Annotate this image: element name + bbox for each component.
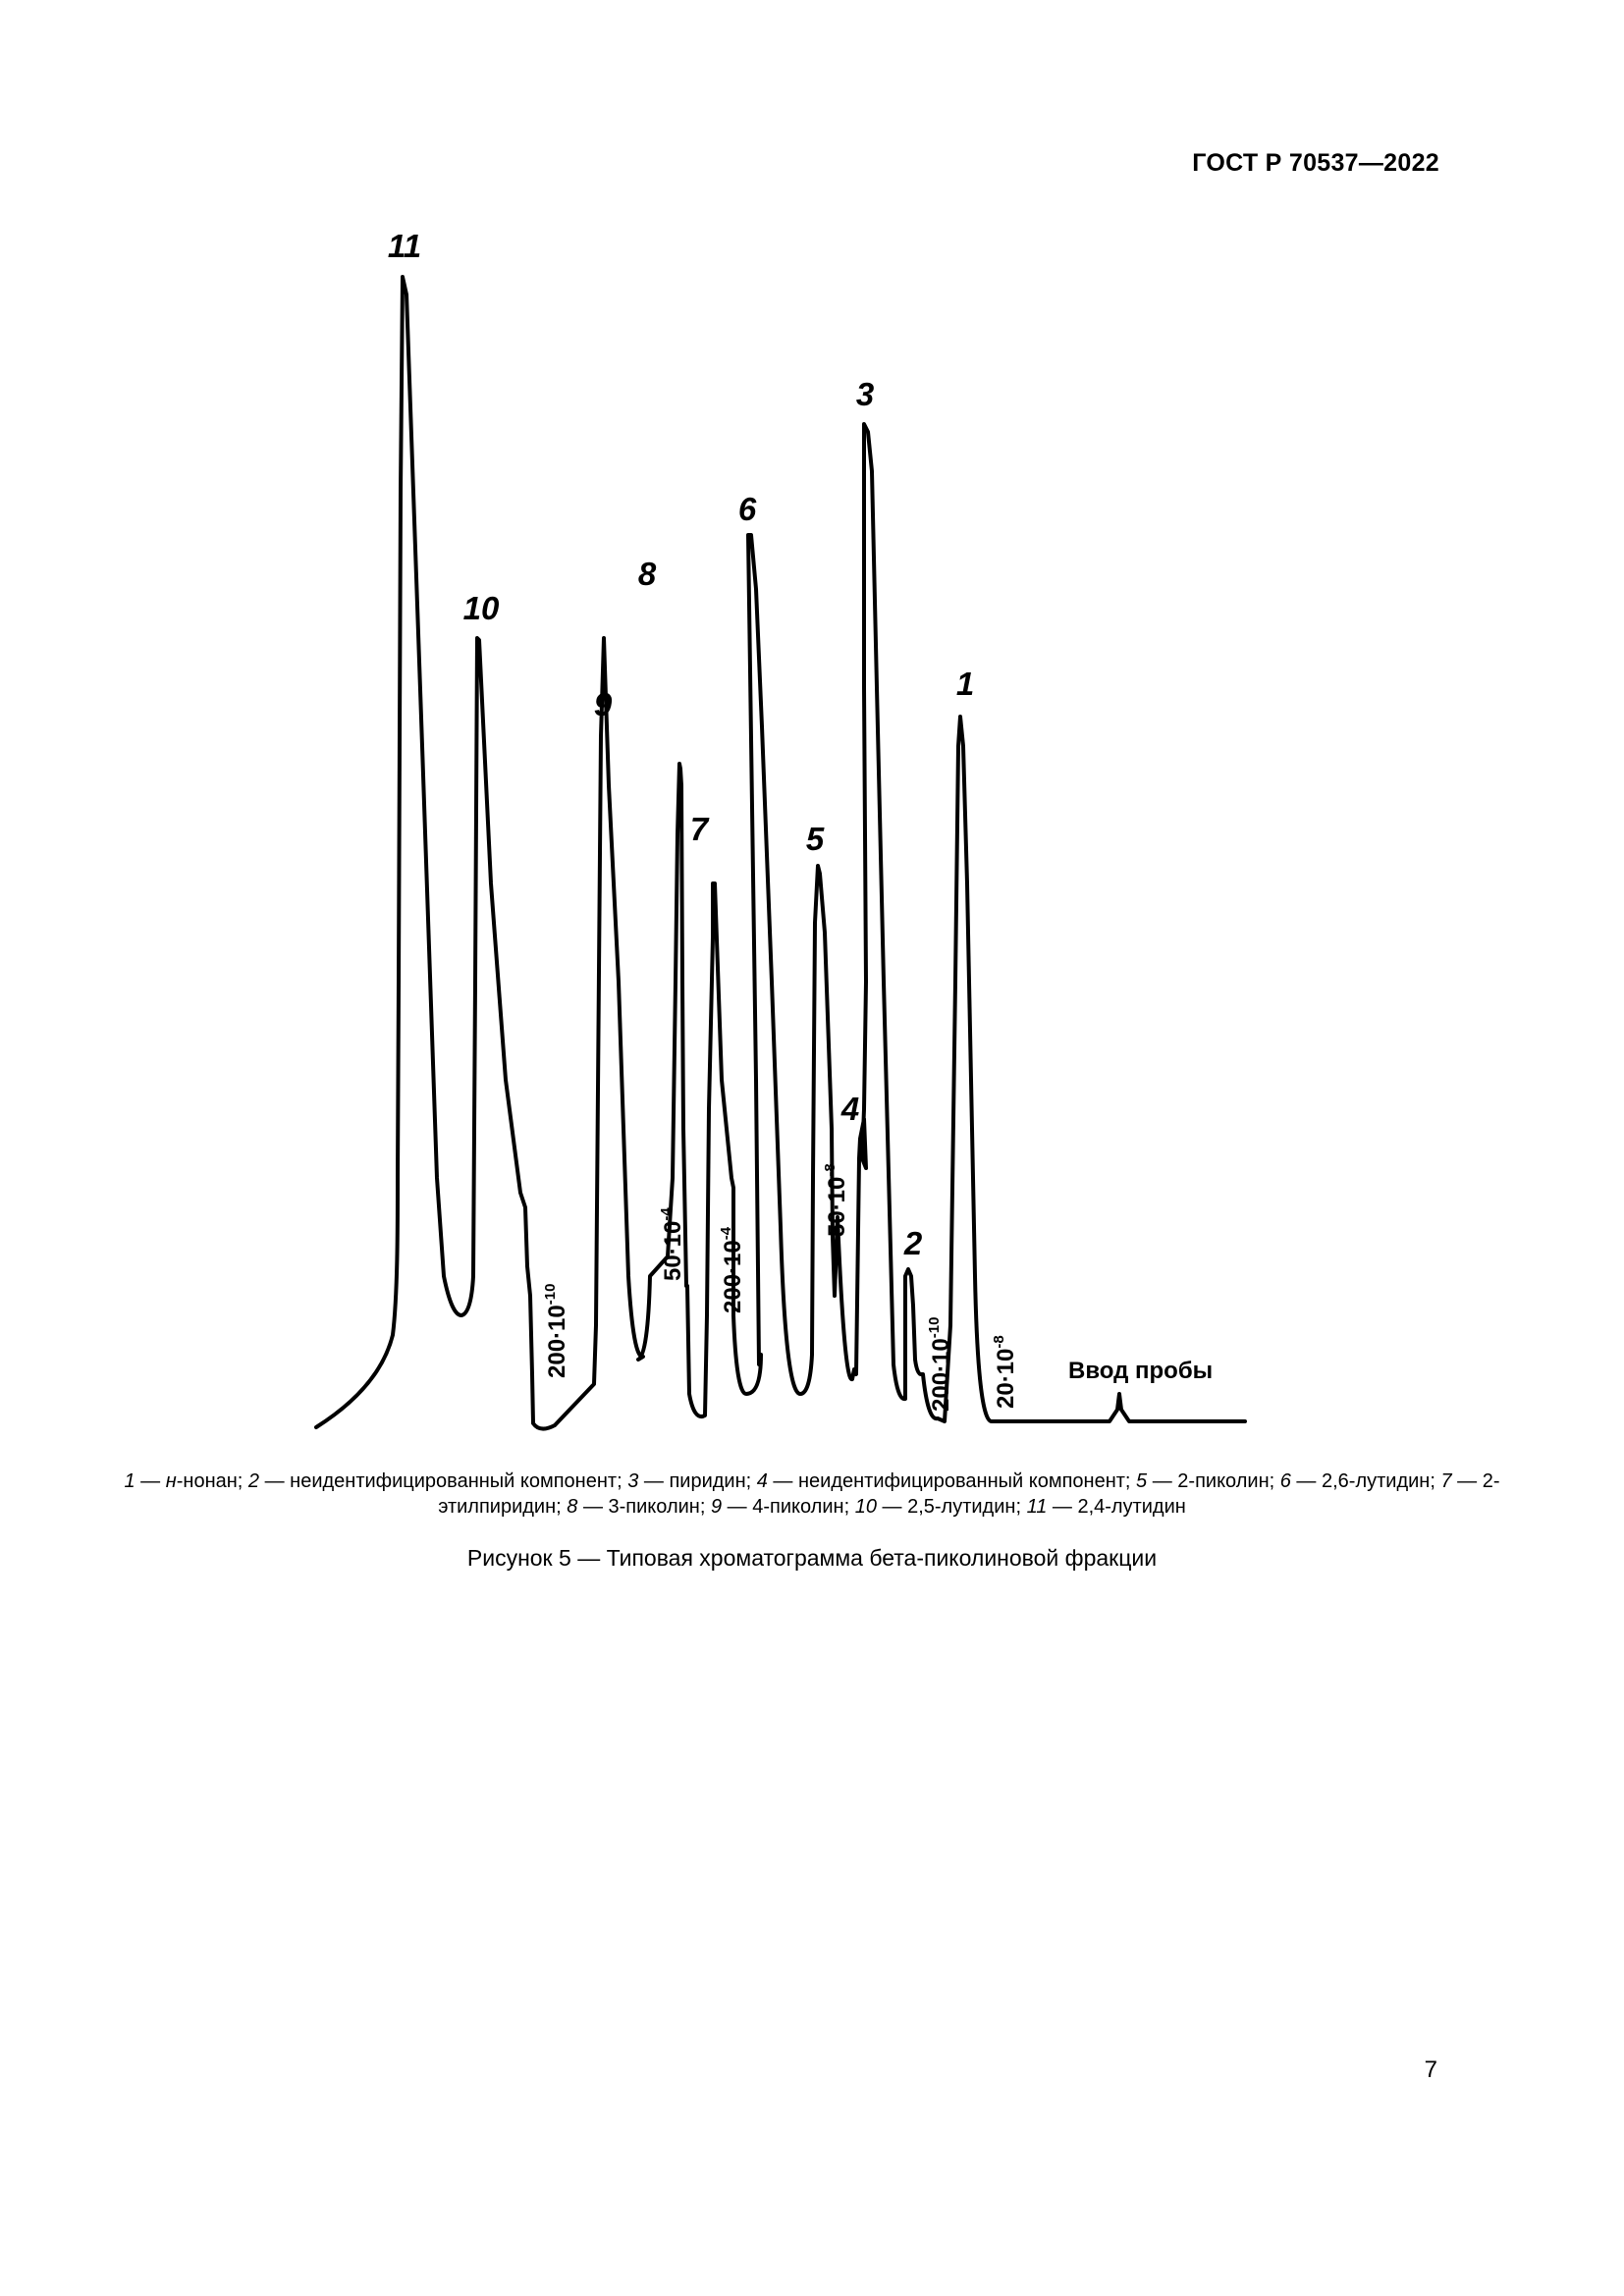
legend-item-name: 2,5-лутидин — [907, 1496, 1016, 1518]
peak-label-5: 5 — [805, 821, 825, 857]
legend-item-name: н-нонан — [165, 1470, 238, 1492]
legend-item-name: неидентифицированный компонент — [798, 1470, 1125, 1492]
legend-item-name: 2,6-лутидин — [1322, 1470, 1431, 1492]
legend-item-number: 9 — [710, 1496, 723, 1518]
peak-label-3: 3 — [855, 376, 875, 412]
legend-item-number: 10 — [854, 1496, 877, 1518]
legend-item-name: 2-пиколин — [1177, 1470, 1270, 1492]
attenuation-label: $20\cdot 10^{-8}$ — [991, 1335, 1019, 1409]
attenuation-label: $200\cdot 10^{-10}$ — [926, 1316, 954, 1412]
peak-label-8: 8 — [637, 556, 657, 592]
page-number: 7 — [1424, 2056, 1437, 2083]
legend-item-name: 4-пиколин — [752, 1496, 844, 1518]
legend-item-name: пиридин — [669, 1470, 746, 1492]
legend-item-number: 2 — [247, 1470, 260, 1492]
legend-item-name: 2,4-лутидин — [1077, 1496, 1186, 1518]
peak-label-6: 6 — [737, 491, 757, 527]
figure-caption: Рисунок 5 — Типовая хроматограмма бета-пиколиновой фракции — [466, 1545, 1158, 1571]
peak-label-11: 11 — [387, 228, 422, 264]
document-code-header: ГОСТ Р 70537—2022 — [1192, 149, 1439, 177]
peak-label-1: 1 — [955, 666, 975, 702]
legend-item-number: 1 — [124, 1470, 135, 1492]
attenuation-label: $200\cdot 10^{-4}$ — [718, 1226, 746, 1313]
legend-item-number: 5 — [1136, 1470, 1148, 1492]
chromatogram-trace — [316, 277, 1245, 1429]
attenuation-label: $50\cdot 10^{-4}$ — [658, 1207, 686, 1281]
legend-item-number: 8 — [567, 1496, 578, 1518]
legend-item-number: 7 — [1440, 1470, 1452, 1492]
legend-item-number: 4 — [756, 1470, 768, 1492]
legend-item-number: 3 — [627, 1470, 639, 1492]
legend-item-name: 2-этилпиридин — [438, 1470, 1500, 1518]
peak-label-9: 9 — [593, 686, 613, 722]
peak-label-2: 2 — [903, 1225, 923, 1261]
legend-item-name: неидентифицированный компонент — [290, 1470, 618, 1492]
attenuation-label: $50\cdot 10^{-8}$ — [822, 1163, 850, 1237]
legend-item-number: 11 — [1026, 1496, 1048, 1518]
peak-label-7: 7 — [689, 811, 709, 847]
peak-label-10: 10 — [462, 590, 500, 626]
peak-label-4: 4 — [840, 1091, 860, 1127]
injection-label: Ввод пробы — [1068, 1358, 1214, 1384]
legend-item-number: 6 — [1279, 1470, 1291, 1492]
attenuation-label: $200\cdot 10^{-10}$ — [542, 1283, 570, 1378]
figure-legend: 1 — н-нонан; 2 — неидентифицированный компонент; 3 — пиридин; 4 — неидентифицированный компонент; 5 — 2-пиколин; 6 — 2,6-лутидин; 7 — 2-этилпиридин; 8 — 3-пиколин; 9 — 4-пиколин; 10 — 2,5-лутидин; 11 — 2,4-лутидин — [124, 1470, 1500, 1518]
legend-item-name: 3-пиколин — [608, 1496, 700, 1518]
